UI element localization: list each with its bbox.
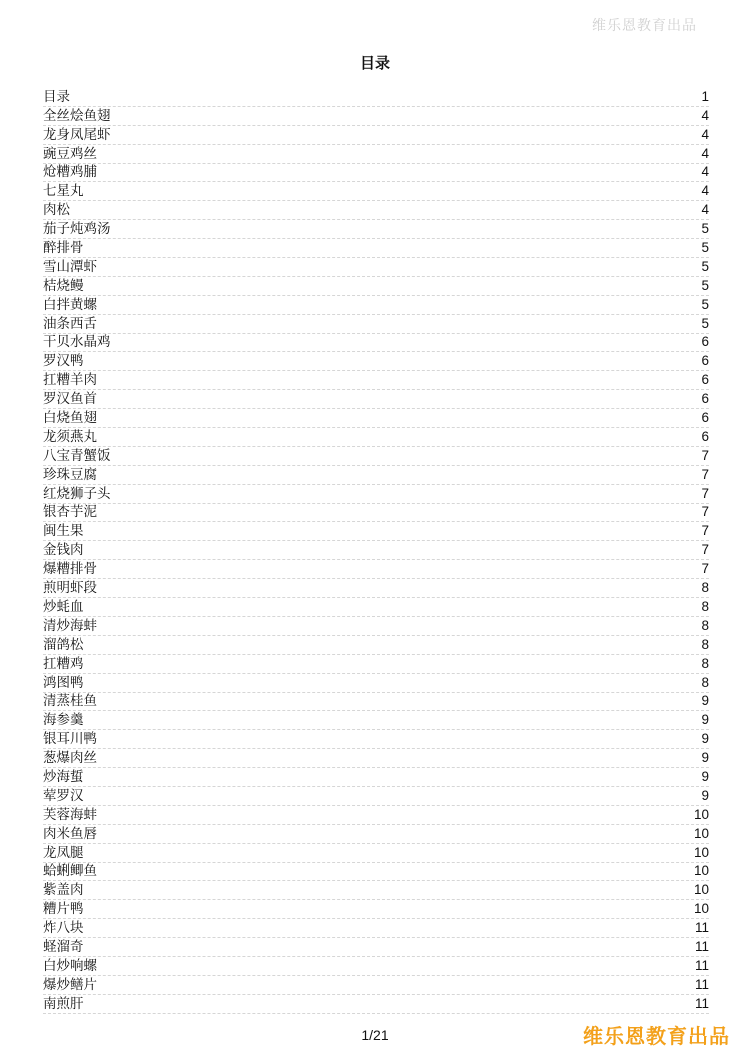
toc-entry[interactable] [43, 919, 709, 938]
toc-entry-label[interactable]: 金钱肉 [43, 542, 84, 559]
toc-entry-label[interactable]: 炒蚝血 [43, 598, 84, 615]
toc-entry-page[interactable]: 10 [693, 825, 709, 841]
toc-entry-page[interactable]: 4 [701, 126, 709, 142]
toc-entry[interactable] [43, 277, 709, 296]
toc-entry-label[interactable]: 蛏溜奇 [43, 938, 84, 955]
toc-entry[interactable] [43, 655, 709, 674]
toc-entry[interactable] [43, 995, 709, 1014]
toc-entry[interactable] [43, 220, 709, 239]
toc-entry-page[interactable]: 10 [693, 844, 709, 860]
toc-entry-page[interactable]: 7 [701, 447, 709, 463]
toc-entry-label[interactable]: 雪山潭虾 [43, 258, 97, 275]
toc-entry-label[interactable]: 银杏芋泥 [43, 504, 97, 521]
toc-entry-label[interactable]: 茄子炖鸡汤 [43, 221, 111, 238]
toc-entry[interactable] [43, 504, 709, 523]
toc-entry-page[interactable]: 10 [693, 901, 709, 917]
toc-entry[interactable] [43, 88, 709, 107]
toc-entry-page[interactable]: 11 [694, 995, 709, 1011]
toc-entry[interactable] [43, 201, 709, 220]
toc-entry[interactable] [43, 182, 709, 201]
toc-entry-label[interactable]: 葱爆肉丝 [43, 750, 97, 767]
toc-entry-label[interactable]: 荤罗汉 [43, 787, 84, 804]
toc-entry[interactable] [43, 579, 709, 598]
toc-entry[interactable] [43, 164, 709, 183]
toc-entry[interactable] [43, 239, 709, 258]
toc-entry-page[interactable]: 8 [701, 617, 709, 633]
toc-entry-label[interactable]: 蛤蜊鲫鱼 [43, 863, 97, 880]
toc-entry-page[interactable]: 6 [701, 428, 709, 444]
toc-entry[interactable] [43, 296, 709, 315]
toc-entry-label[interactable]: 全丝烩鱼翅 [43, 107, 111, 124]
toc-entry-page[interactable]: 7 [701, 523, 709, 539]
toc-entry[interactable] [43, 749, 709, 768]
toc-entry-label[interactable]: 豌豆鸡丝 [43, 145, 97, 162]
toc-entry-page[interactable]: 7 [701, 542, 709, 558]
toc-entry[interactable] [43, 768, 709, 787]
toc-entry[interactable] [43, 598, 709, 617]
toc-entry-label[interactable]: 桔烧鳗 [43, 277, 84, 294]
toc-entry-label[interactable]: 清蒸桂鱼 [43, 693, 97, 710]
toc-entry-label[interactable]: 炸八块 [43, 920, 84, 937]
toc-entry[interactable] [43, 390, 709, 409]
toc-entry-label[interactable]: 珍珠豆腐 [43, 466, 97, 483]
toc-entry[interactable] [43, 560, 709, 579]
toc-entry[interactable] [43, 674, 709, 693]
toc-entry-page[interactable]: 4 [701, 202, 709, 218]
toc-entry-label[interactable]: 芙蓉海蚌 [43, 806, 97, 823]
toc-entry-page[interactable]: 5 [701, 315, 709, 331]
toc-entry[interactable] [43, 371, 709, 390]
toc-entry-page[interactable]: 9 [701, 712, 709, 728]
toc-entry-page[interactable]: 10 [693, 806, 709, 822]
toc-entry-label[interactable]: 扛糟羊肉 [43, 372, 97, 389]
toc-entry-page[interactable]: 8 [701, 636, 709, 652]
toc-entry-label[interactable]: 罗汉鸭 [43, 353, 84, 370]
toc-entry[interactable] [43, 428, 709, 447]
toc-entry[interactable] [43, 938, 709, 957]
toc-entry-page[interactable]: 4 [701, 145, 709, 161]
toc-entry-label[interactable]: 南煎肝 [43, 995, 84, 1012]
toc-entry-page[interactable]: 5 [701, 240, 709, 256]
toc-entry-label[interactable]: 目录 [43, 88, 70, 105]
toc-entry-page[interactable]: 5 [701, 296, 709, 312]
toc-entry-label[interactable]: 白烧鱼翅 [43, 410, 97, 427]
toc-entry-page[interactable]: 6 [701, 334, 709, 350]
toc-entry-label[interactable]: 八宝青蟹饭 [43, 447, 111, 464]
toc-entry-label[interactable]: 清炒海蚌 [43, 617, 97, 634]
toc-entry-label[interactable]: 罗汉鱼首 [43, 391, 97, 408]
toc-entry-page[interactable]: 5 [701, 277, 709, 293]
page-title: 目录 [359, 54, 390, 72]
toc-entry[interactable] [43, 485, 709, 504]
toc-entry-label[interactable]: 龙身凤尾虾 [43, 126, 111, 143]
toc-entry[interactable] [43, 334, 709, 353]
toc-entry[interactable] [43, 806, 709, 825]
toc-entry-label[interactable]: 爆炒鳝片 [43, 976, 97, 993]
toc-entry-page[interactable]: 6 [701, 372, 709, 388]
toc-entry-page[interactable]: 9 [701, 787, 709, 803]
toc-entry[interactable] [43, 107, 709, 126]
toc-entry-page[interactable]: 11 [694, 957, 709, 973]
toc-entry[interactable] [43, 447, 709, 466]
toc-entry[interactable] [43, 258, 709, 277]
page-number: 1/21 [361, 1027, 389, 1043]
toc-entry-label[interactable]: 炝糟鸡脯 [43, 164, 97, 181]
toc-entry-label[interactable]: 爆糟排骨 [43, 561, 97, 578]
toc-entry-label[interactable]: 糟片鸭 [43, 901, 84, 918]
toc-entry-page[interactable]: 10 [693, 882, 709, 898]
toc-entry-label[interactable]: 油条西舌 [43, 315, 97, 332]
toc-entry[interactable] [43, 957, 709, 976]
toc-entry-label[interactable]: 炒海蜇 [43, 768, 84, 785]
toc-entry-page[interactable]: 8 [701, 598, 709, 614]
toc-entry-page[interactable]: 11 [694, 938, 709, 954]
toc-entry[interactable] [43, 825, 709, 844]
toc-entry[interactable] [43, 126, 709, 145]
toc-entry-label[interactable]: 龙须燕丸 [43, 428, 97, 445]
toc-entry-label[interactable]: 红烧狮子头 [43, 485, 111, 502]
toc-entry-page[interactable]: 4 [701, 107, 709, 123]
toc-entry-page[interactable]: 4 [701, 164, 709, 180]
toc-entry-page[interactable]: 6 [701, 391, 709, 407]
toc-entry-page[interactable]: 8 [701, 580, 709, 596]
toc-entry-label[interactable]: 紫盖肉 [43, 882, 84, 899]
toc-entry-page[interactable]: 11 [694, 920, 709, 936]
toc-entry-label[interactable]: 鸿图鸭 [43, 674, 84, 691]
toc-entry[interactable] [43, 693, 709, 712]
toc-entry[interactable] [43, 315, 709, 334]
toc-entry-page[interactable]: 9 [701, 768, 709, 784]
toc-entry-label[interactable]: 肉米鱼唇 [43, 825, 97, 842]
toc-entry[interactable] [43, 541, 709, 560]
toc-entry-page[interactable]: 5 [701, 221, 709, 237]
toc-entry[interactable] [43, 352, 709, 371]
toc-entry[interactable] [43, 617, 709, 636]
toc-entry-label[interactable]: 干贝水晶鸡 [43, 334, 111, 351]
toc-entry[interactable] [43, 466, 709, 485]
toc-entry-label[interactable]: 海参羹 [43, 712, 84, 729]
toc-entry[interactable] [43, 711, 709, 730]
toc-entry-page[interactable]: 9 [701, 693, 709, 709]
toc-entry-page[interactable]: 1 [701, 88, 709, 104]
toc-entry-page[interactable]: 9 [701, 731, 709, 747]
toc-entry-label[interactable]: 银耳川鸭 [43, 731, 97, 748]
toc-entry-page[interactable]: 5 [701, 258, 709, 274]
toc-entry[interactable] [43, 863, 709, 882]
toc-entry-label[interactable]: 闽生果 [43, 523, 84, 540]
toc-entry-label[interactable]: 肉松 [43, 202, 70, 219]
toc-entry[interactable] [43, 409, 709, 428]
toc-entry[interactable] [43, 787, 709, 806]
toc-entry-page[interactable]: 7 [701, 561, 709, 577]
toc-entry[interactable] [43, 900, 709, 919]
table-of-contents [43, 88, 709, 1014]
toc-entry-label[interactable]: 七星丸 [43, 183, 84, 200]
toc-entry-page[interactable]: 8 [701, 674, 709, 690]
toc-entry-page[interactable]: 6 [701, 353, 709, 369]
toc-entry[interactable] [43, 881, 709, 900]
toc-entry-page[interactable]: 8 [701, 655, 709, 671]
toc-entry[interactable] [43, 145, 709, 164]
toc-entry-page[interactable]: 7 [701, 466, 709, 482]
toc-entry-label[interactable]: 白炒响螺 [43, 957, 97, 974]
toc-entry-label[interactable]: 煎明虾段 [43, 580, 97, 597]
toc-entry-label[interactable]: 龙凤腿 [43, 844, 84, 861]
toc-entry[interactable] [43, 844, 709, 863]
toc-entry-label[interactable]: 白拌黄螺 [43, 296, 97, 313]
toc-entry[interactable] [43, 636, 709, 655]
toc-entry[interactable] [43, 976, 709, 995]
toc-entry-page[interactable]: 9 [701, 750, 709, 766]
toc-entry-page[interactable]: 11 [694, 976, 709, 992]
toc-entry-page[interactable]: 7 [701, 485, 709, 501]
toc-entry-page[interactable]: 4 [701, 183, 709, 199]
toc-entry-label[interactable]: 溜鸽松 [43, 636, 84, 653]
toc-entry-label[interactable]: 扛糟鸡 [43, 655, 84, 672]
toc-entry-page[interactable]: 7 [701, 504, 709, 520]
watermark-bottom: 维乐恩教育出品 [583, 1024, 730, 1048]
toc-entry[interactable] [43, 522, 709, 541]
toc-entry-label[interactable]: 醉排骨 [43, 240, 84, 257]
toc-entry[interactable] [43, 730, 709, 749]
toc-entry-page[interactable]: 10 [693, 863, 709, 879]
watermark-top: 维乐恩教育出品 [592, 18, 697, 34]
toc-entry-page[interactable]: 6 [701, 410, 709, 426]
